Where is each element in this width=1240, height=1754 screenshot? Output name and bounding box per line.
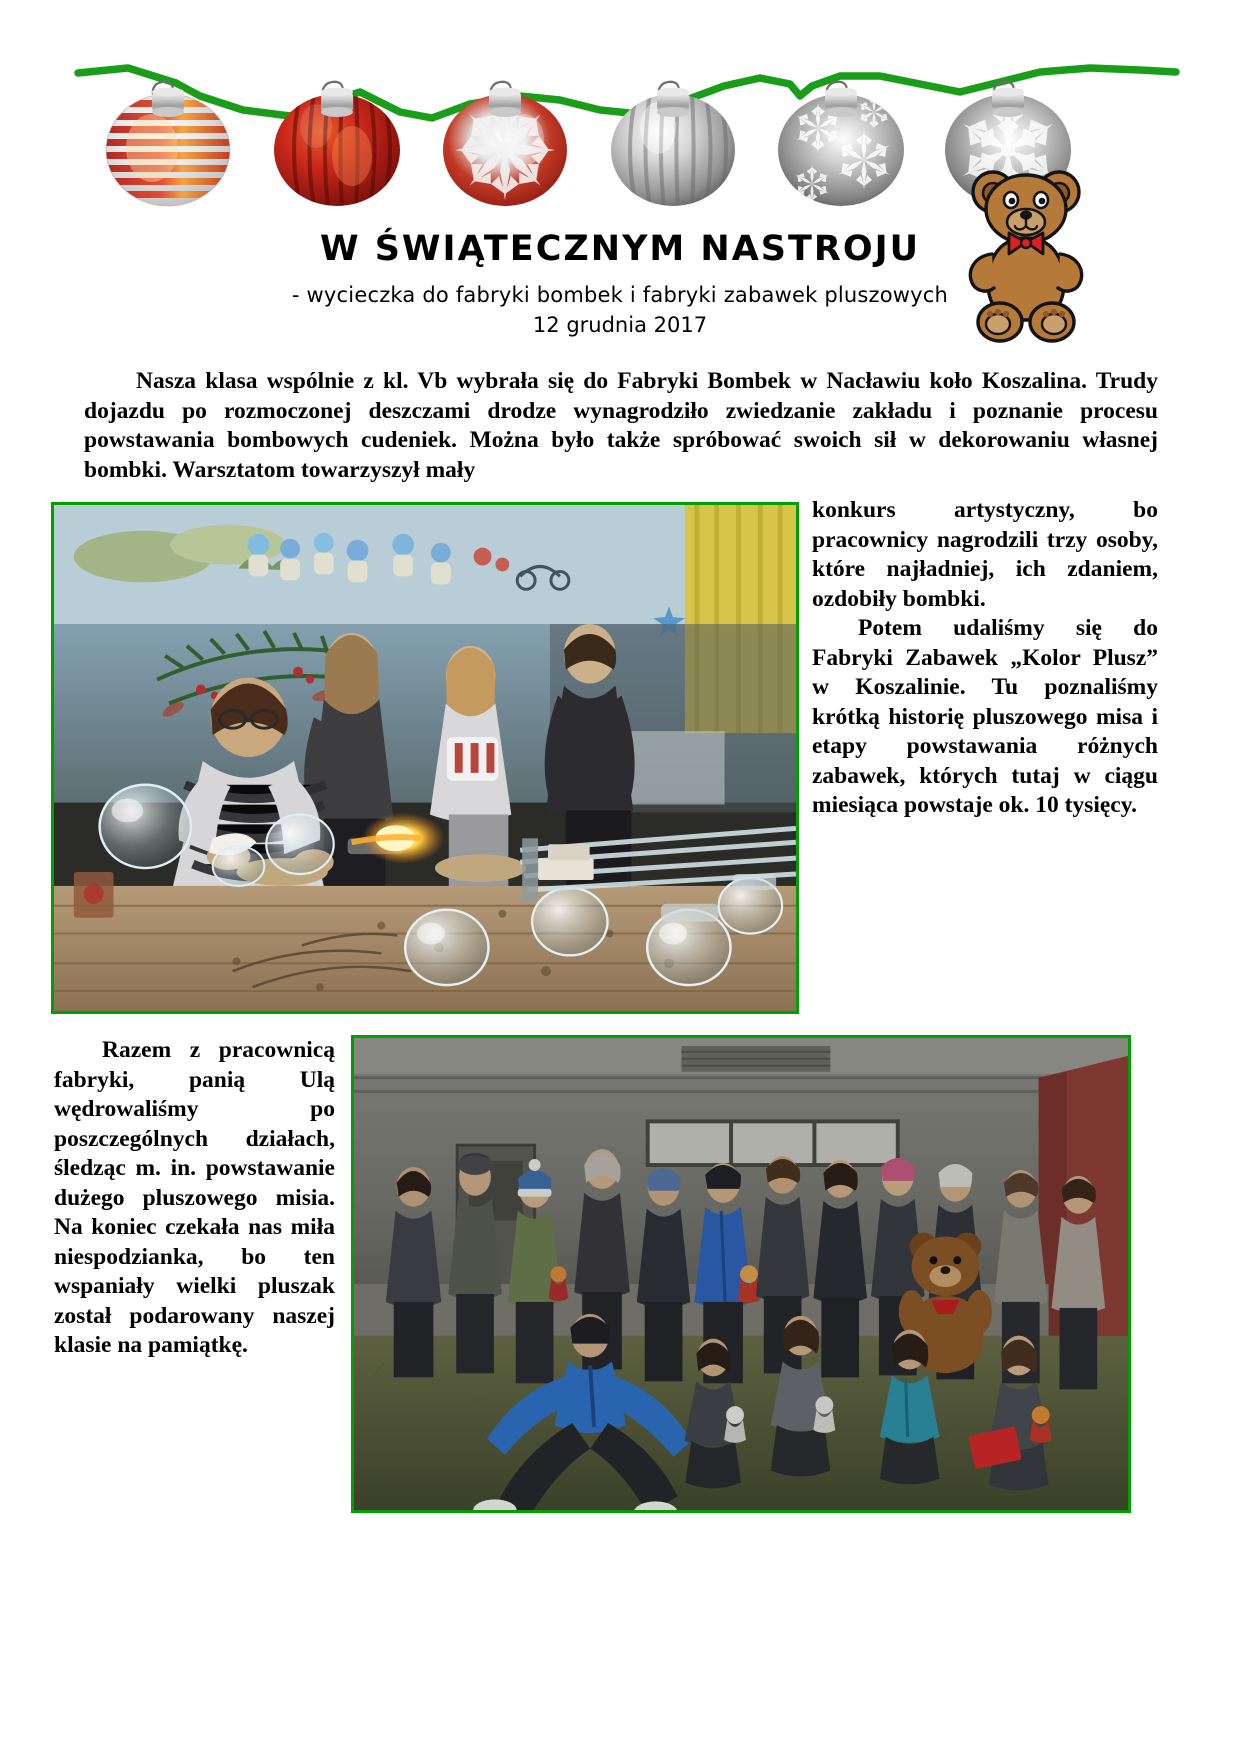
bauble-striped-red-silver: [106, 88, 230, 207]
article-right-column: [812, 496, 1158, 821]
title-block: [0, 228, 1240, 339]
page-date: 12 grudnia 2017: [532, 313, 708, 338]
bauble-ribbed-silver: [611, 88, 735, 208]
paragraph-text: Nasza klasa wspólnie z kl. Vb wybrała się do Fabryki Bombek w Nacławiu koło Koszalina. Trudy dojazdu po rozmoczonej deszczami drodze wynagrodziło zwiedzanie zakładu i poznanie procesu powstawania bombowych cudeniek. Można było także spróbować swoich sił w dekorowaniu własnej bombki. Warsztatom towarzyszył mały: [84, 368, 1158, 483]
paragraph-text: konkurs artystyczny, bo pracownicy nagrodzili trzy osoby, które najładniej, ich zdaniem, ozdobiły bombki.: [812, 497, 1158, 612]
article-paragraph-intro: [84, 367, 1158, 485]
paragraph-text: Potem udaliśmy się do Fabryki Zabawek „Kolor Plusz” w Koszalinie. Tu poznaliśmy krótką historię pluszowego misa i etapy powstawania różnych zabawek, których tutaj w ciągu miesiąca powstaje ok. 10 tysięcy.: [812, 615, 1158, 818]
page-title: W ŚWIĄTECZNYM NASTROJU: [319, 229, 921, 269]
article-bottom-left-column: [54, 1036, 335, 1361]
bauble-silver-snowflakes: [778, 88, 904, 207]
photo-glassblower-workshop: [51, 502, 799, 1014]
photo-class-group-with-teddy: [351, 1035, 1131, 1513]
photo-class-group-image: [354, 1038, 1128, 1512]
paragraph-text: Razem z pracownicą fabryki, panią Ulą wędrowaliśmy po poszczególnych działach, śledząc m. in. powstawanie dużego pluszowego misia. Na koniec czekała nas miła niespodzianka, bo ten wspaniały wielki pluszak został podarowany naszej klasie na pamiątkę.: [54, 1037, 335, 1358]
page-subtitle: - wycieczka do fabryki bombek i fabryki zabawek pluszowych: [291, 282, 949, 307]
photo-glassblower-image: [54, 505, 796, 1013]
